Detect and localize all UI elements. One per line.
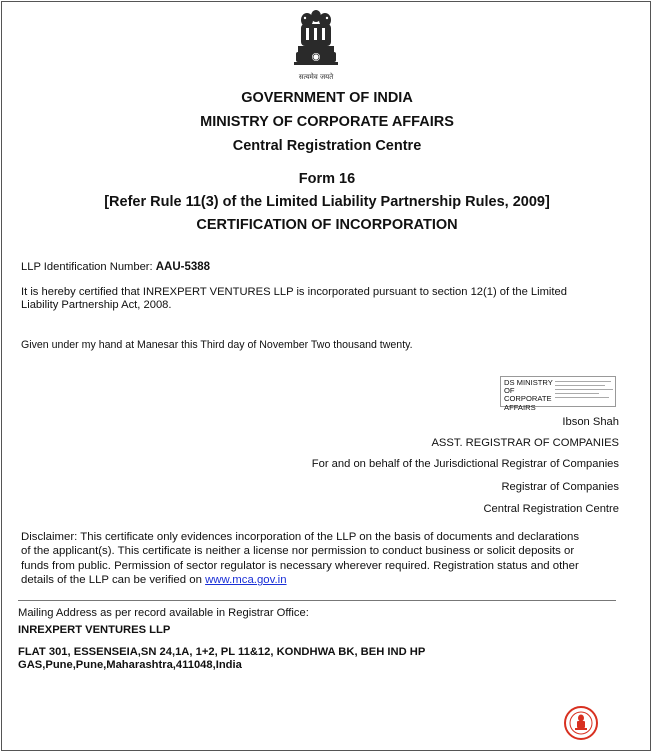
certificate-title: CERTIFICATION OF INCORPORATION [196, 217, 458, 233]
centre-heading: Central Registration Centre [232, 138, 422, 154]
signatory-office: Registrar of Companies [501, 481, 619, 493]
ministry-heading: MINISTRY OF CORPORATE AFFAIRS [200, 114, 454, 130]
mca-website-link[interactable]: www.mca.gov.in [205, 574, 287, 587]
mailing-label: Mailing Address as per record available in Registrar Office: [18, 607, 309, 619]
signatory-name: Ibson Shah [562, 416, 619, 428]
mailing-name: INREXPERT VENTURES LLP [18, 624, 171, 636]
divider [18, 600, 616, 601]
emblem-motto: सत्यमेव जयते [298, 73, 334, 81]
llp-id-value: AAU-5388 [155, 261, 211, 273]
ds-label: DS MINISTRY OF CORPORATE AFFAIRS [504, 378, 553, 412]
ds-details-lines [555, 381, 613, 401]
signatory-behalf: For and on behalf of the Jurisdictional Registrar of Companies [311, 458, 619, 470]
digital-signature-box [500, 376, 616, 412]
government-heading: GOVERNMENT OF INDIA [241, 90, 413, 106]
official-seal-icon [563, 705, 599, 741]
certification-line: Liability Partnership Act, 2008. [21, 299, 172, 311]
given-under-hand: Given under my hand at Manesar this Third day of November Two thousand twenty. [21, 339, 413, 351]
certification-statement [21, 286, 567, 312]
certification-line: It is hereby certified that INREXPERT VENTURES LLP is incorporated pursuant to section 12(1) of the Limited [21, 286, 567, 298]
form-rule: [Refer Rule 11(3) of the Limited Liability Partnership Rules, 2009] [104, 194, 550, 210]
signatory-centre: Central Registration Centre [483, 503, 619, 515]
disclaimer: Disclaimer: This certificate only evidences incorporation of the LLP on the basis of documents and declarations of the applicant(s). This certificate is neither a license nor permission to conduct business or solicit deposits or funds from public. Permission of sector regulator is necessary wherever required. Registration status and other details of the LLP can be verified on www.mca.gov.in [21, 531, 580, 587]
mailing-address: FLAT 301, ESSENSEIA,SN 24,1A, 1+2, PL 11&12, KONDHWA BK, BEH IND HP GAS,Pune,Pune,Maharashtra,411048,India [18, 646, 426, 671]
signatory-designation: ASST. REGISTRAR OF COMPANIES [431, 437, 619, 449]
llp-id-row [21, 261, 210, 274]
llp-id-label: LLP Identification Number: [21, 261, 153, 273]
form-number: Form 16 [298, 171, 356, 187]
